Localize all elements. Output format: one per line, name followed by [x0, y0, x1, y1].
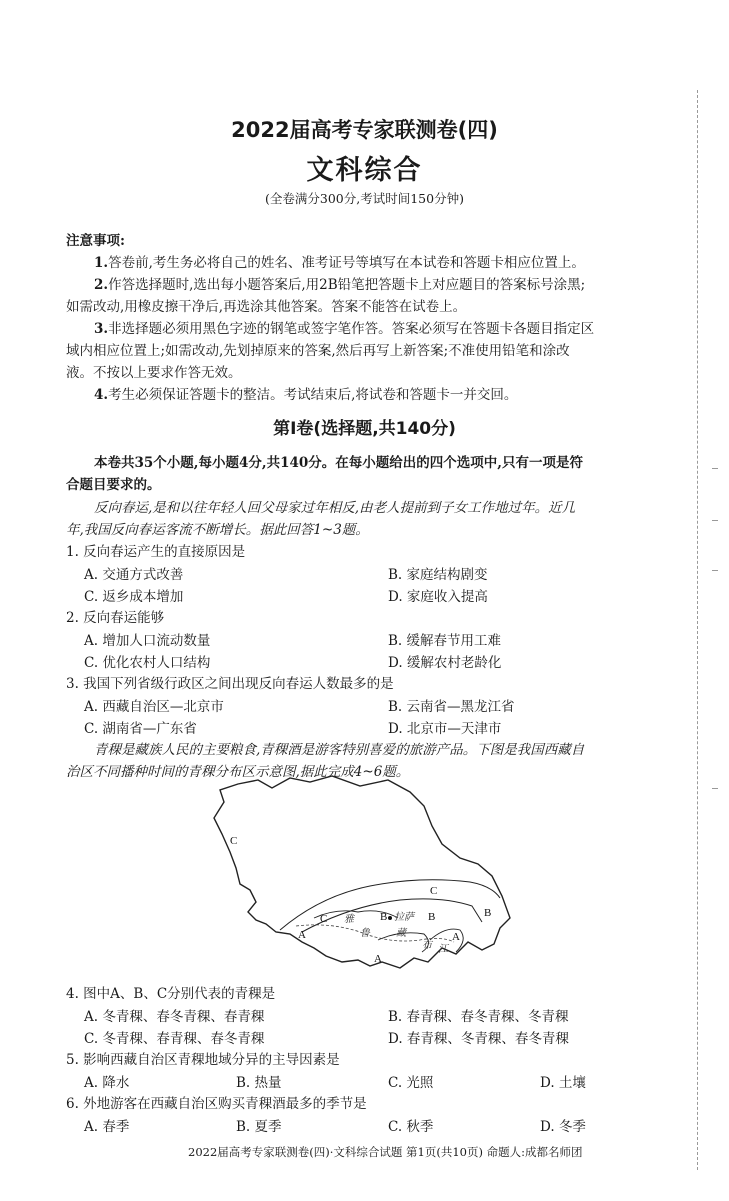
- section-title: 第Ⅰ卷(选择题,共140分): [273, 419, 456, 439]
- zone-label: A: [374, 953, 382, 965]
- tibet-barley-map: [210, 772, 520, 977]
- notice-heading: 注意事项:: [66, 233, 125, 249]
- q3-option-a: A. 西藏自治区—北京市: [84, 699, 224, 715]
- q6-option-a: A. 春季: [84, 1119, 130, 1135]
- margin-mark: [712, 570, 718, 571]
- q2-option-a: A. 增加人口流动数量: [84, 633, 211, 649]
- q1-option-a: A. 交通方式改善: [84, 567, 184, 583]
- notice-item-text: 作答选择题时,选出每小题答案后,用2B铅笔把答题卡上对应题目的答案标号涂黑;: [108, 277, 586, 293]
- q3-option-c: C. 湖南省—广东省: [84, 721, 197, 737]
- q2-option-d: D. 缓解农村老龄化: [388, 655, 502, 671]
- section-intro-line1: 本卷共35个小题,每小题4分,共140分。在每小题给出的四个选项中,只有一项是符: [94, 455, 583, 471]
- passage1-line1: 反向春运,是和以往年轻人回父母家过年相反,由老人提前到子女工作地过年。近几: [94, 500, 576, 516]
- q5-option-c: C. 光照: [388, 1075, 434, 1091]
- map-region-outline: [214, 776, 510, 968]
- passage1-line2: 年,我国反向春运客流不断增长。据此回答1~3题。: [66, 522, 369, 538]
- q1-option-b: B. 家庭结构剧变: [388, 567, 488, 583]
- margin-mark: [712, 468, 718, 469]
- q4-option-a: A. 冬青稞、春冬青稞、春青稞: [84, 1009, 265, 1025]
- q3-option-d: D. 北京市—天津市: [388, 721, 502, 737]
- q2-stem: 2. 反向春运能够: [66, 610, 165, 626]
- notice-item-3: [94, 318, 594, 340]
- q5-option-d: D. 土壤: [540, 1075, 586, 1091]
- river-label-char: 雅: [344, 914, 354, 925]
- zone-label: C: [430, 885, 438, 897]
- city-label: 拉萨: [394, 912, 414, 923]
- notice-item-3-cont: 域内相应位置上;如需改动,先划掉原来的答案,然后再写上新答案;不准使用铅笔和涂改: [66, 343, 570, 359]
- exam-note: (全卷满分300分,考试时间150分钟): [265, 191, 464, 206]
- q5-stem: 5. 影响西藏自治区青稞地域分异的主导因素是: [66, 1052, 340, 1068]
- q6-option-c: C. 秋季: [388, 1119, 434, 1135]
- q2-option-c: C. 优化农村人口结构: [84, 655, 211, 671]
- passage2-line2: 治区不同播种时间的青稞分布区示意图,据此完成4~6题。: [66, 764, 410, 780]
- q1-option-d: D. 家庭收入提高: [388, 589, 488, 605]
- q4-option-b: B. 春青稞、春冬青稞、冬青稞: [388, 1009, 569, 1025]
- notice-item-text: 答卷前,考生务必将自己的姓名、准考证号等填写在本试卷和答题卡相应位置上。: [108, 255, 585, 271]
- q6-stem: 6. 外地游客在西藏自治区购买青稞酒最多的季节是: [66, 1096, 367, 1112]
- zone-label: A: [298, 929, 306, 941]
- lhasa-marker: [388, 916, 392, 920]
- notice-item-3-cont2: 液。不按以上要求作答无效。: [66, 365, 242, 381]
- binding-margin-line: [697, 90, 698, 1170]
- exam-title: 2022届高考专家联测卷(四): [231, 118, 498, 142]
- q1-stem: 1. 反向春运产生的直接原因是: [66, 544, 246, 560]
- q6-option-d: D. 冬季: [540, 1119, 586, 1135]
- q3-stem: 3. 我国下列省级行政区之间出现反向春运人数最多的是: [66, 676, 394, 692]
- margin-mark: [712, 520, 718, 521]
- page-footer: 2022届高考专家联测卷(四)·文科综合试题 第1页(共10页) 命题人:成都名师团: [188, 1145, 583, 1159]
- q4-option-c: C. 冬青稞、春青稞、春冬青稞: [84, 1031, 265, 1047]
- q2-option-b: B. 缓解春节用工难: [388, 633, 502, 649]
- q5-option-a: A. 降水: [84, 1075, 130, 1091]
- q6-option-b: B. 夏季: [236, 1119, 282, 1135]
- q5-option-b: B. 热量: [236, 1075, 282, 1091]
- zone-label: B: [484, 907, 492, 919]
- notice-item-1: [94, 252, 585, 274]
- exam-subject: 文科综合: [306, 155, 423, 186]
- zone-label: B: [380, 911, 388, 923]
- river-label-char: 藏: [396, 928, 406, 939]
- zone-label: C: [320, 913, 328, 925]
- notice-item-number: 2.: [94, 277, 109, 293]
- q1-option-c: C. 返乡成本增加: [84, 589, 184, 605]
- q4-option-d: D. 春青稞、冬青稞、春冬青稞: [388, 1031, 569, 1047]
- river-label-char: 鲁: [360, 928, 370, 939]
- notice-item-number: 3.: [94, 321, 109, 337]
- section-intro-line2: 合题目要求的。: [66, 477, 161, 493]
- notice-item-number: 1.: [94, 255, 109, 271]
- zone-label: C: [230, 835, 238, 847]
- river-label-char: 布: [422, 940, 432, 951]
- notice-item-2-cont: 如需改动,用橡皮擦干净后,再选涂其他答案。答案不能答在试卷上。: [66, 299, 467, 315]
- notice-item-number: 4.: [94, 387, 109, 403]
- notice-item-4: [94, 384, 517, 406]
- passage2-line1: 青稞是藏族人民的主要粮食,青稞酒是游客特别喜爱的旅游产品。下图是我国西藏自: [94, 742, 585, 758]
- notice-item-2: [94, 274, 585, 296]
- notice-item-text: 考生必须保证答题卡的整洁。考试结束后,将试卷和答题卡一并交回。: [108, 387, 518, 403]
- river-label-char: 江: [438, 944, 448, 955]
- q4-stem: 4. 图中A、B、C分别代表的青稞是: [66, 986, 276, 1002]
- zone-label: B: [428, 911, 436, 923]
- q3-option-b: B. 云南省—黑龙江省: [388, 699, 515, 715]
- margin-mark: [712, 788, 718, 789]
- notice-item-text: 非选择题必须用黑色字迹的钢笔或签字笔作答。答案必须写在答题卡各题目指定区: [108, 321, 595, 337]
- zone-label: A: [452, 931, 460, 943]
